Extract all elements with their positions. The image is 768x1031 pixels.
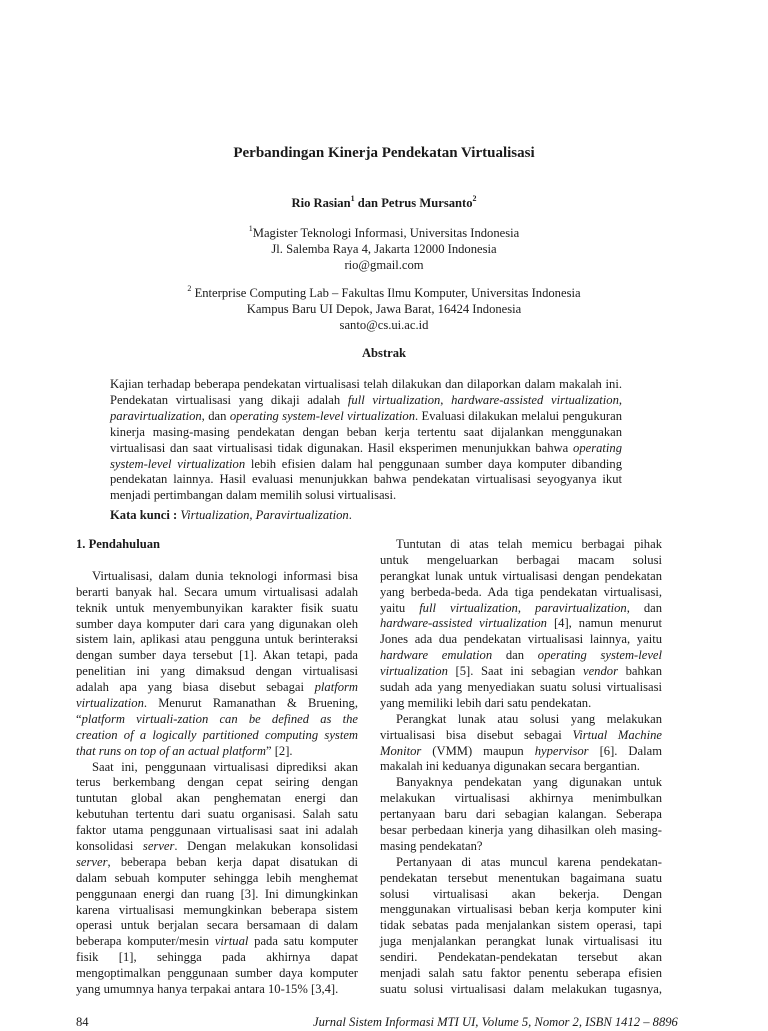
page-number: 84 xyxy=(76,1015,89,1029)
body-text: (VMM) maupun xyxy=(421,743,535,758)
body-column-left xyxy=(76,537,358,998)
abstract-sentence: Kajian terhadap beberapa pendekatan virtualisasi telah dilakukan dan dilaporkan dalam makalah ini. Pendekatan virtualisasi yang dikaji adalah xyxy=(110,377,622,407)
affiliation-marker: 2 xyxy=(472,193,477,203)
affiliation-marker: 2 xyxy=(187,283,192,293)
affiliation-marker: 1 xyxy=(248,223,253,233)
abstract-term: operating system-level virtualization xyxy=(229,408,415,423)
author-email: santo@cs.ui.ac.id xyxy=(339,317,429,332)
body-term: virtualization xyxy=(380,664,448,679)
body-term: paravirtualization xyxy=(535,600,627,615)
affiliation-address: Jl. Salemba Raya 4, Jakarta 12000 Indonesia xyxy=(271,241,497,256)
body-line: Pertanyaan di atas muncul karena pendekatan- xyxy=(396,854,662,869)
body-line: Virtualisasi, dalam dunia teknologi informasi bisa xyxy=(92,568,358,583)
body-term: hardware emulation xyxy=(380,648,493,663)
body-text: , xyxy=(517,600,536,615)
body-text: . Dengan melakukan konsolidasi xyxy=(174,839,358,854)
body-line: terus berkembang dengan cepat seiring dengan xyxy=(76,775,358,790)
abstract-sentence: , xyxy=(618,392,623,407)
body-line: penggunaan energi dan ruang [3]. Ini dimungkinkan xyxy=(76,886,358,901)
journal-citation: Jurnal Sistem Informasi MTI UI, Volume 5, Nomor 2, ISBN 1412 – 8896 xyxy=(313,1015,678,1029)
affiliation-address: Kampus Baru UI Depok, Jawa Barat, 16424 Indonesia xyxy=(246,301,522,316)
body-line xyxy=(76,696,358,712)
abstract-sentence: , dan xyxy=(201,408,230,423)
body-term: Monitor xyxy=(380,743,422,758)
body-line: menjadi salah satu faktor penentu seberapa efisien xyxy=(380,966,662,981)
body-line: tuntutan global akan penghematan energi dan xyxy=(76,791,358,806)
body-line: faktor utama penggunaan virtualisasi saat ini adalah xyxy=(76,823,358,838)
body-text: yaitu xyxy=(380,600,420,615)
body-text: beberapa komputer/mesin xyxy=(76,934,215,949)
body-line: sumber daya komputer dari cara yang digunakan oleh xyxy=(76,616,358,631)
body-line: operasi untuk berjalan secara bersamaan di dalam xyxy=(76,918,358,933)
affiliation-block-1 xyxy=(0,223,768,274)
body-line: melakukan virtualisasi akhirnya menimbulkan xyxy=(380,791,662,806)
body-text: , beberapa beban kerja dapat disatukan di xyxy=(107,854,358,869)
body-line: juga menjalankan perangkat lunak virtualisasi itu xyxy=(380,934,662,949)
author-name: Rio Rasian xyxy=(291,196,351,210)
abstract-term: full virtualization xyxy=(347,392,441,407)
body-term: server xyxy=(142,839,175,854)
abstract-term: hardware-assisted virtualization xyxy=(451,392,619,407)
body-line: mengoptimalkan penggunaan sumber daya komputer xyxy=(76,966,358,981)
body-line xyxy=(76,712,358,728)
body-term: hypervisor xyxy=(534,743,589,758)
body-line: dalam sebuah komputer sehingga lebih menghemat xyxy=(76,870,358,885)
body-line xyxy=(76,934,358,950)
body-line: masing pendekatan? xyxy=(380,838,483,853)
keywords-label: Kata kunci : xyxy=(110,508,181,522)
body-line xyxy=(380,664,662,680)
body-term: operating system-level xyxy=(537,648,662,663)
abstract-term: operating system-level virtualization xyxy=(110,440,622,471)
body-text: pada satu komputer xyxy=(248,934,358,949)
abstract-heading: Abstrak xyxy=(361,346,407,360)
body-line: dengan sumber daya tersebut [1]. Akan tetapi, pada xyxy=(76,648,358,663)
body-line: berarti banyak hal. Secara umum virtualisasi adalah xyxy=(76,584,358,599)
body-line xyxy=(380,648,662,664)
body-line: yang memiliki lebih dari satu pendekatan. xyxy=(380,695,592,710)
quote-text: creation of a logically partitioned computing system xyxy=(76,727,358,742)
affiliation-marker: 1 xyxy=(350,193,355,203)
body-line: Jones ada dua pendekatan virtualisasi lainnya, yaitu xyxy=(380,632,662,647)
author-email: rio@gmail.com xyxy=(344,257,424,272)
affiliation-block-2 xyxy=(0,283,768,334)
body-line xyxy=(76,839,358,855)
body-line: pendekatan tersebut menentukan bagaimana suatu xyxy=(380,870,662,885)
body-line: Tuntutan di atas telah memicu berbagai pihak xyxy=(396,537,662,551)
body-term: full virtualization xyxy=(419,600,518,615)
body-line xyxy=(380,744,662,760)
body-line xyxy=(76,680,358,696)
paper-title: Perbandingan Kinerja Pendekatan Virtualisasi xyxy=(233,145,535,161)
body-line: yang berbeda-beda. Ada tiga pendekatan virtualisasi, xyxy=(380,584,662,599)
body-line: sudah ada yang menyediakan suatu solusi virtualisasi xyxy=(380,680,662,695)
keywords-period: . xyxy=(348,508,352,522)
body-line xyxy=(380,728,662,744)
abstract-sentence: . Evaluasi dilakukan melalui pengukuran kinerja masing-masing pendekatan dengan beban kerja tertentu saat dijalankan menggunakan virtualisasi dan saat virtualisasi tidak digunakan. Hasil eksperimen menunjukkan bahwa xyxy=(110,408,622,455)
abstract-term: paravirtualization xyxy=(110,408,202,423)
body-line xyxy=(380,616,662,632)
body-line: penelitian ini yang dimaksud dengan virtualisasi xyxy=(76,664,358,679)
body-text: virtualisasi bisa disebut sebagai xyxy=(380,727,573,742)
keywords-value: Virtualization, Paravirtualization xyxy=(180,508,349,522)
quote-text: platform virtuali-zation can be defined as the xyxy=(81,711,358,726)
body-text: konsolidasi xyxy=(76,839,143,854)
body-term: vendor xyxy=(583,664,618,679)
body-term: hardware-assisted virtualization xyxy=(380,616,547,631)
body-text: [6]. Dalam xyxy=(588,743,662,758)
body-line: Perangkat lunak atau solusi yang melakukan xyxy=(396,711,662,726)
body-line: sistem lain, aplikasi atau pengguna untuk berinteraksi xyxy=(76,632,358,647)
body-line xyxy=(76,728,358,744)
body-line: pertanyaan baru dari sebagian kalangan. Seberapa xyxy=(380,807,662,822)
body-line: karena virtualisasi memungkinkan beberapa sistem xyxy=(76,902,358,917)
abstract-sentence: , xyxy=(440,392,452,407)
body-text: . Menurut Ramanathan & Bruening, xyxy=(143,696,358,711)
body-line: suatu solusi virtualisasi dalam melakukan tugasnya, xyxy=(380,981,662,996)
body-line: yang umumnya hanya terpakai antara 10-15% [3,4]. xyxy=(76,982,339,997)
body-line: menggunakan virtualisasi beban kerja komputer kini xyxy=(380,902,662,917)
body-line: besar perbedaan kinerja yang dihasilkan oleh masing- xyxy=(380,823,662,838)
body-term: virtual xyxy=(214,934,249,949)
body-text: [4], namun menurut xyxy=(546,616,663,631)
body-line: makalah ini keduanya digunakan secara bergantian. xyxy=(380,759,640,774)
body-term: platform xyxy=(314,680,358,695)
body-line: sendiri. Pendekatan-pendekatan tersebut akan xyxy=(380,950,662,965)
body-line: perangkat lunak untuk virtualisasi dengan pendekatan xyxy=(380,568,662,583)
body-text: , dan xyxy=(626,600,663,615)
body-line: untuk mengeluarkan berbagai macam solusi xyxy=(380,552,662,567)
keywords-line xyxy=(110,508,622,524)
body-term: server xyxy=(76,854,108,869)
author-line xyxy=(0,193,768,212)
author-conjunction: dan xyxy=(354,196,382,210)
body-text: adalah apa yang biasa disebut sebagai xyxy=(76,680,315,695)
body-line: Banyaknya pendekatan yang digunakan untuk xyxy=(396,775,662,790)
section-heading: 1. Pendahuluan xyxy=(76,537,160,551)
body-line xyxy=(380,601,662,617)
body-line xyxy=(76,744,358,760)
abstract-sentence: lebih efisien dalam hal penggunaan sumber daya komputer dibanding pendekatan lainnya. Hasil evaluasi menunjukkan bahwa pendekatan virtualisasi seyogyanya ikut menjadi pertimbangan dalam memilih solusi virtualisasi. xyxy=(110,456,622,503)
body-text: bahkan xyxy=(617,664,662,679)
body-column-right xyxy=(380,537,662,998)
body-term: Virtual Machine xyxy=(572,727,662,742)
affiliation-institution: Magister Teknologi Informasi, Universitas Indonesia xyxy=(252,226,520,240)
body-line xyxy=(76,855,358,871)
body-line: fisik [1], sehingga pada akhirnya dapat xyxy=(76,950,358,965)
body-line: Saat ini, penggunaan virtualisasi diprediksi akan xyxy=(92,759,358,774)
quote-text: that runs on top of an actual platform xyxy=(76,743,266,758)
body-line: kebutuhan tertentu dari suatu organisasi. Salah satu xyxy=(76,807,358,822)
body-line: tidak sebatas pada menjalankan sistem operasi, tapi xyxy=(380,918,662,933)
body-text: dan xyxy=(492,648,538,663)
body-text: ” [2]. xyxy=(265,743,293,758)
body-line: teknik untuk menyembunyikan karakter fisik suatu xyxy=(76,600,358,615)
body-term: virtualization xyxy=(76,696,144,711)
abstract-text xyxy=(110,377,622,504)
affiliation-institution: Enterprise Computing Lab – Fakultas Ilmu Komputer, Universitas Indonesia xyxy=(191,286,581,300)
body-text: “ xyxy=(76,711,82,726)
author-name: Petrus Mursanto xyxy=(381,196,473,210)
body-line: solusi virtualisasi akan bekerja. Dengan xyxy=(380,886,662,901)
body-text: [5]. Saat ini sebagian xyxy=(447,664,583,679)
